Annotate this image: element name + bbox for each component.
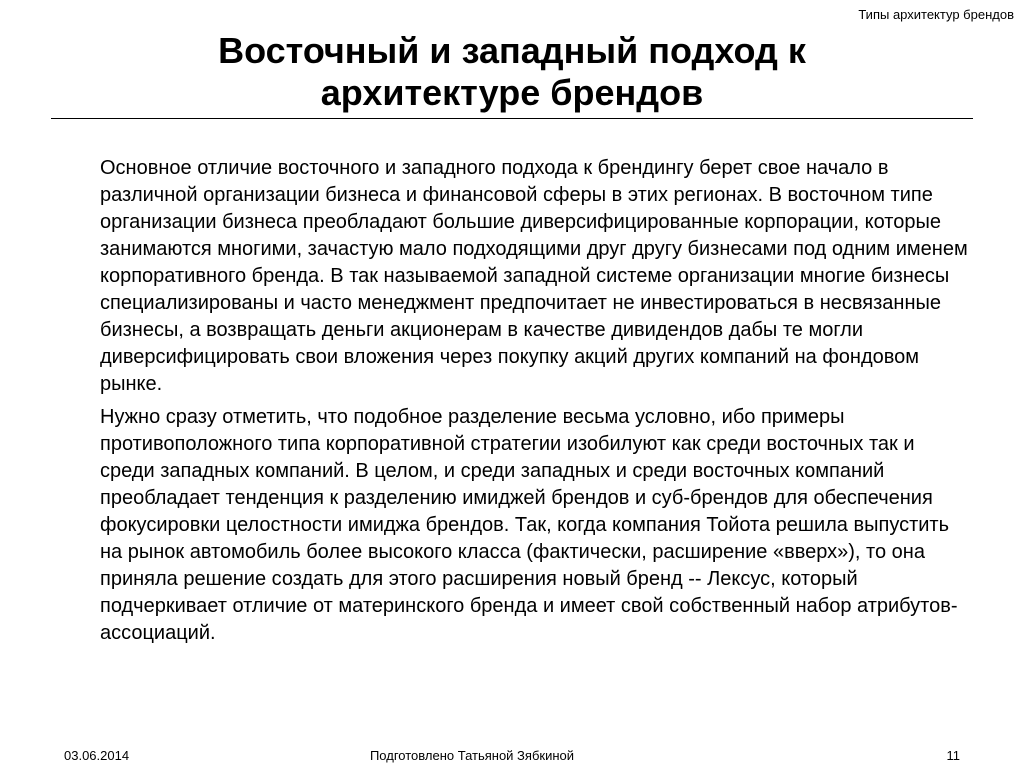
- footer-date: 03.06.2014: [64, 748, 130, 763]
- slide-title-line-2: архитектуре брендов: [320, 72, 704, 113]
- body-paragraph-1: Основное отличие восточного и западного подхода к брендингу берет свое начало в различной организации бизнеса и финансовой сферы в этих регионах. В восточном типе организации бизнеса преобладают большие диверсифицированные корпорации, которые занимаются многими, зачастую мало подходящими друг другу бизнесами под одним именем корпоративного бренда. В так называемой западной системе организации многие бизнесы специализированы и часто менеджмент предпочитает не инвестироваться в несвязанные бизнесы, а возвращать деньги акционерам в качестве дивидендов дабы те могли диверсифицировать свои вложения через покупку акций других компаний на фондовом рынке.: [100, 157, 968, 395]
- title-divider: [51, 118, 973, 119]
- slide-title: [51, 30, 973, 114]
- footer-page-number: 11: [946, 748, 960, 763]
- slide-title-line-1: Восточный и западный подход к: [218, 30, 806, 71]
- body-paragraph-2: Нужно сразу отметить, что подобное разделение весьма условно, ибо примеры противоположного типа корпоративной стратегии изобилуют как среди восточных так и среди западных компаний. В целом, и среди западных и среди восточных компаний преобладает тенденция к разделению имиджей брендов и суб-брендов для обеспечения фокусировки целостности имиджа брендов. Так, когда компания Тойота решила выпустить на рынок автомобиль более высокого класса (фактически, расширение «вверх»), то она приняла решение создать для этого расширения новый бренд -- Лексус, который подчеркивает отличие от материнского бренда и имеет свой собственный набор атрибутов-ассоциаций.: [100, 406, 958, 644]
- header-topic: Типы архитектур брендов: [858, 7, 1014, 22]
- footer-author: Подготовлено Татьяной Зябкиной: [369, 748, 575, 763]
- slide-body: [100, 155, 972, 653]
